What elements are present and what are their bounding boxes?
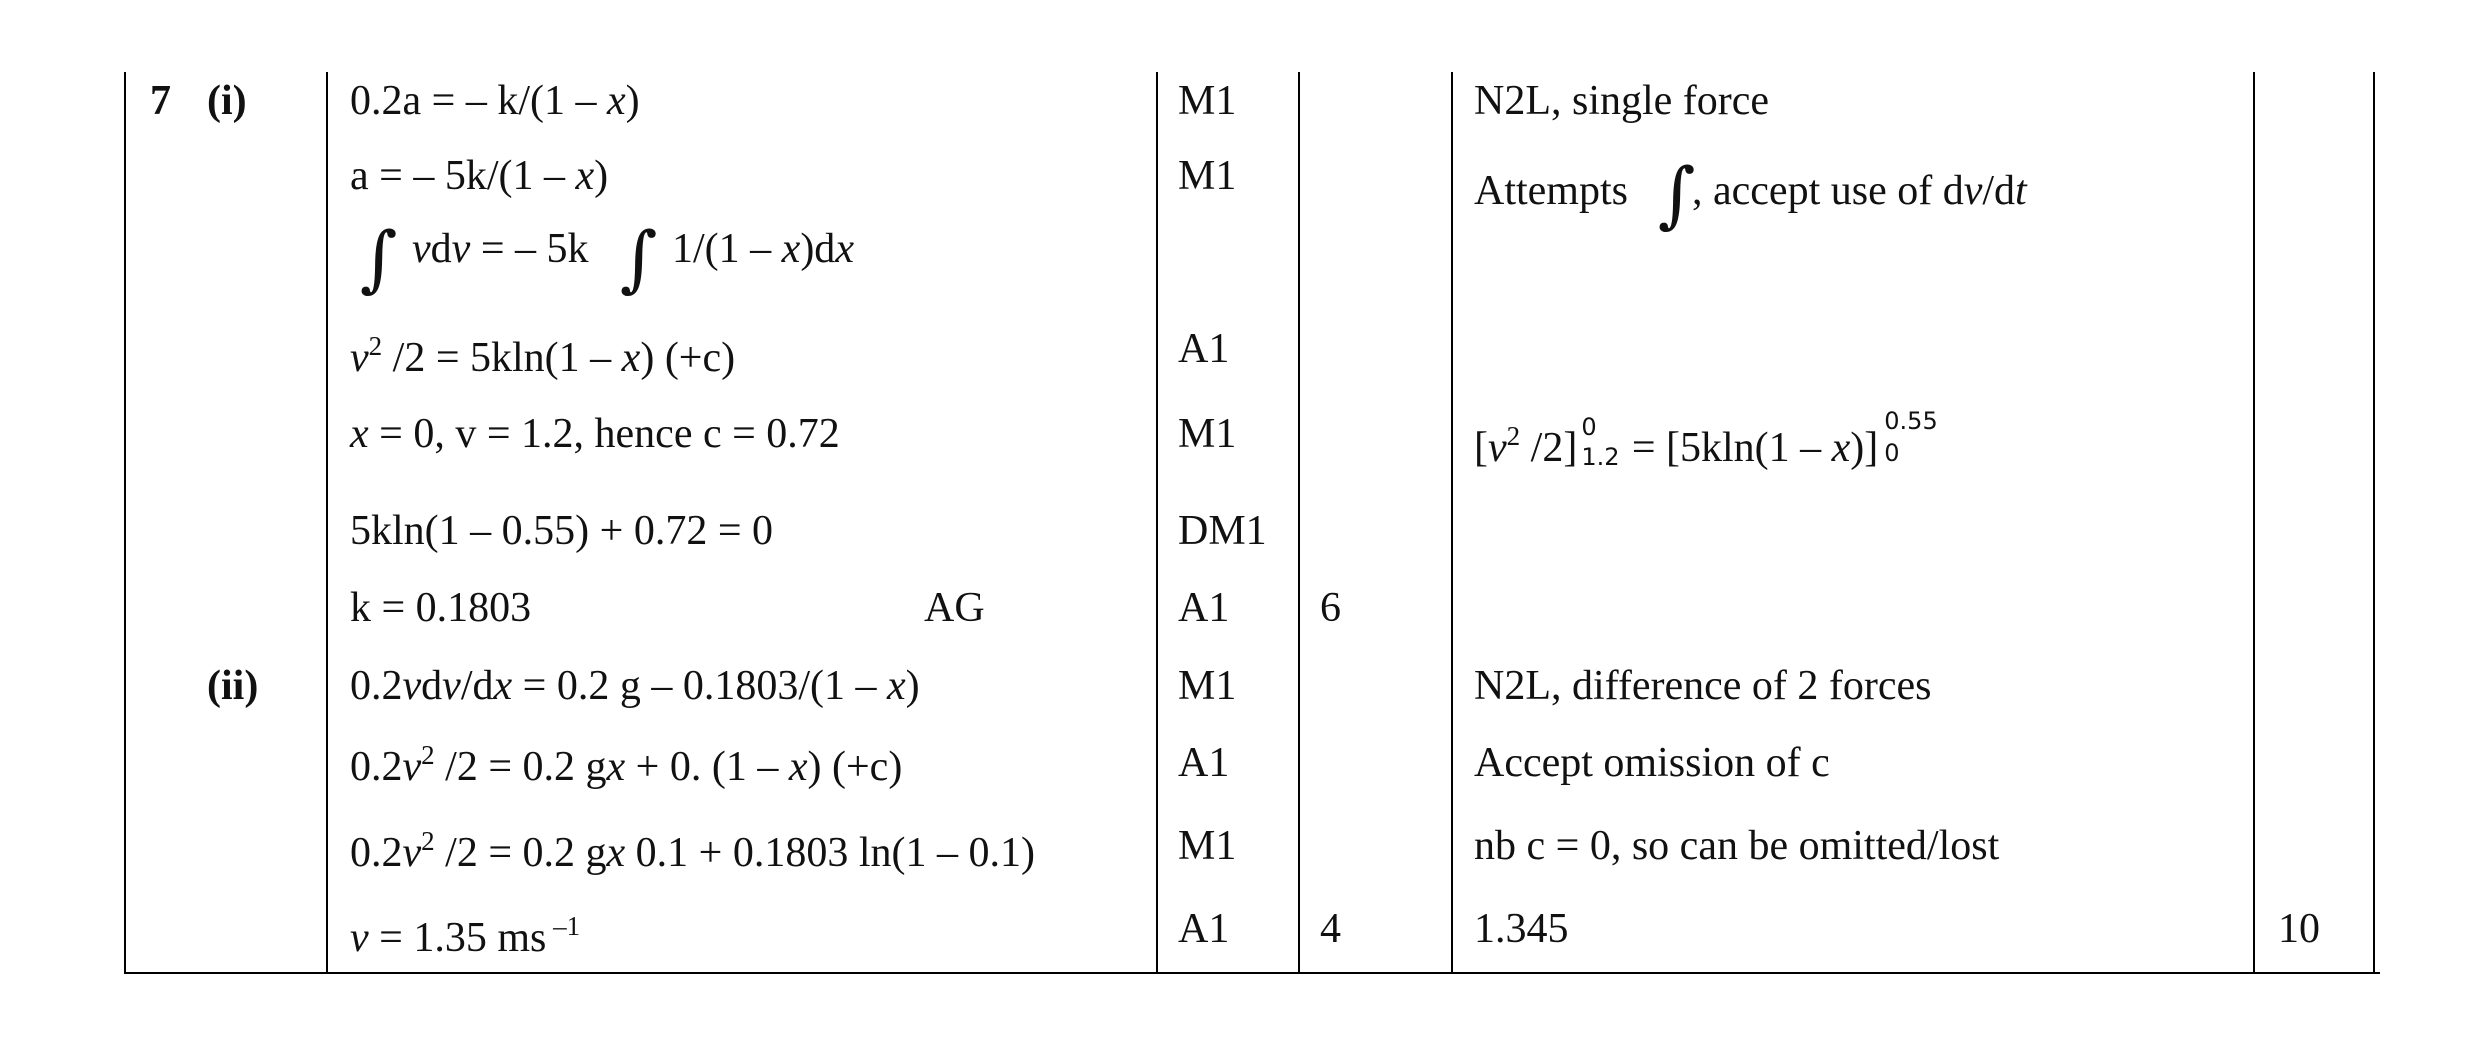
column-divider	[2253, 72, 2255, 974]
working-line-3a: vdv = – 5k	[412, 226, 589, 272]
mark-code: M1	[1178, 823, 1237, 869]
mark-code: A1	[1178, 740, 1230, 786]
mark-code: A1	[1178, 906, 1230, 952]
mark-code: A1	[1178, 326, 1230, 372]
guidance-note: [$v^2$ /2] 0 1.2 = [5kln(1 – x)] 0.55 0	[1474, 407, 1938, 471]
integral-sign: ∫	[360, 216, 398, 300]
column-divider	[1451, 72, 1453, 974]
mark-code: DM1	[1178, 508, 1267, 554]
guidance-note: Attempts , accept use of dv/dt	[1474, 168, 2027, 214]
working-line-8: 0.2vdv/dx = 0.2 g – 0.1803/(1 – x)	[350, 663, 920, 709]
guidance-note: 1.345	[1474, 906, 1569, 952]
working-line-9: $0.2v^2$ /2 = 0.2 gx + 0. (1 – x) (+c)	[350, 740, 903, 790]
table-border-right	[2373, 72, 2375, 974]
part-label-i: (i)	[207, 78, 247, 124]
guidance-note: N2L, difference of 2 forces	[1474, 663, 1932, 709]
subtotal-marks: 6	[1320, 585, 1341, 631]
answer-given-note: AG	[924, 585, 985, 631]
integral-sign: ∫	[1658, 152, 1696, 236]
integral-sign: ∫	[620, 216, 658, 300]
working-line-6: 5kln(1 – 0.55) + 0.72 = 0	[350, 508, 774, 554]
table-border-bottom	[124, 972, 2380, 974]
mark-code: M1	[1178, 153, 1237, 199]
guidance-note: Accept omission of c	[1474, 740, 1830, 786]
mark-code: A1	[1178, 585, 1230, 631]
column-divider	[326, 72, 328, 974]
working-line-2: a = – 5k/(1 – x)	[350, 153, 609, 199]
column-divider	[1298, 72, 1300, 974]
working-line-5: x = 0, v = 1.2, hence c = 0.72	[350, 411, 840, 457]
part-label-ii: (ii)	[207, 663, 259, 709]
guidance-note: N2L, single force	[1474, 78, 1770, 124]
mark-code: M1	[1178, 663, 1237, 709]
column-divider	[1156, 72, 1158, 974]
working-line-3b: 1/(1 – x)dx	[672, 226, 854, 272]
working-line-11: v = 1.35 ms $^{-1}$	[350, 911, 581, 961]
mark-code: M1	[1178, 411, 1237, 457]
question-total-marks: 10	[2278, 906, 2320, 952]
subtotal-marks: 4	[1320, 906, 1341, 952]
guidance-note: nb c = 0, so can be omitted/lost	[1474, 823, 2000, 869]
table-border-left	[124, 72, 126, 974]
working-line-1: 0.2a = – k/(1 – x)	[350, 78, 640, 124]
working-line-7: k = 0.1803	[350, 585, 532, 631]
mark-code: M1	[1178, 78, 1237, 124]
working-line-10: $0.2v^2$ /2 = 0.2 gx 0.1 + 0.1803 ln(1 – 0.1)	[350, 826, 1035, 876]
question-number: 7	[150, 78, 171, 124]
working-line-4: $v^2$ /2 = 5kln(1 – x) (+c)	[350, 331, 736, 381]
